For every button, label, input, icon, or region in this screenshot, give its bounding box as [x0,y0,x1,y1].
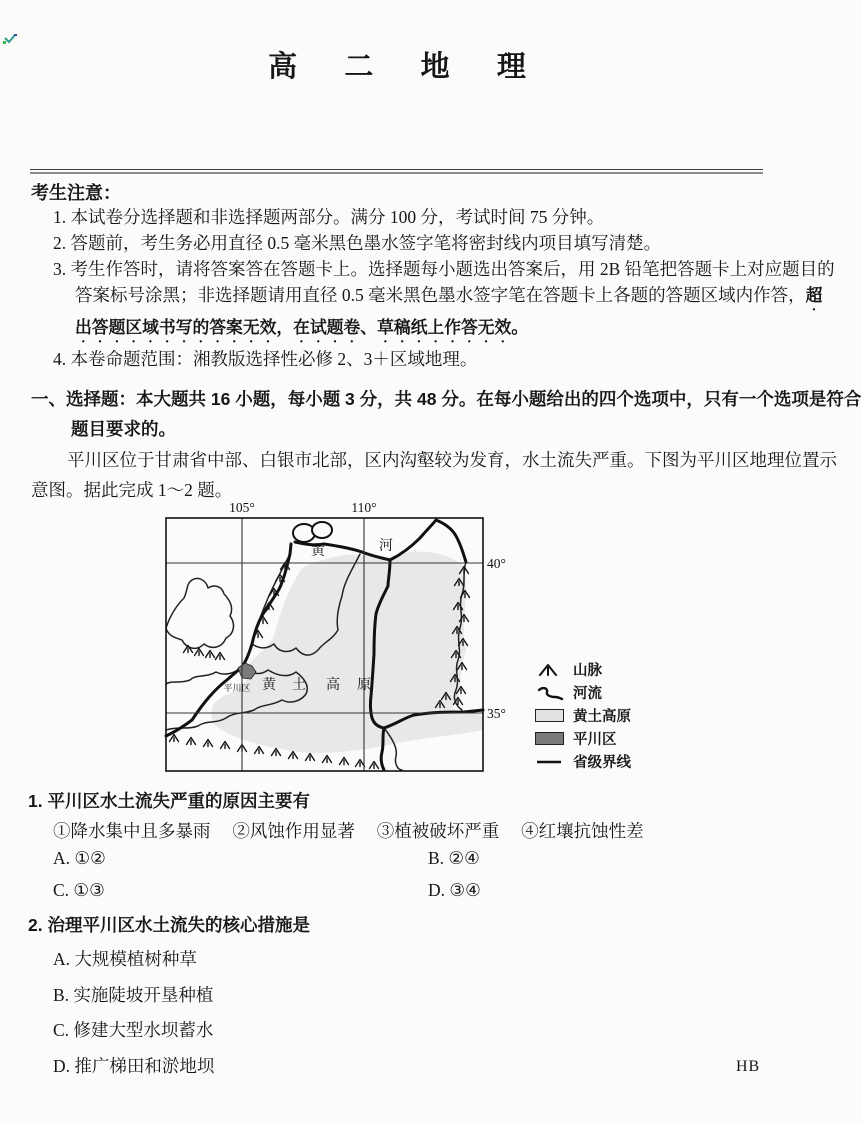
lon-label-105: 105° [229,500,255,515]
page-footer-mark: HB [736,1058,761,1075]
legend-label: 河流 [573,686,602,702]
question-1-stem: 1. 平川区水土流失严重的原因主要有 [28,791,310,811]
notice-item-3-line-3 [53,314,769,346]
section-heading-line-2: 题目要求的。 [71,419,176,439]
section-heading-line-1: 一、选择题：本大题共 16 小题，每小题 3 分，共 48 分。在每小题给出的四个选项中，只有一个选项是符合 [31,389,861,409]
question-2-stem: 2. 治理平川区水土流失的核心措施是 [28,915,310,935]
legend-row-province-boundary [533,750,631,773]
notice-item-3-line-1: 3. 考生作答时，请将答案答在答题卡上。选择题每小题选出答案后，用 2B 铅笔把答题卡上对应题目的 [53,259,835,279]
notice-item-3-emphasis-start: 超 [805,286,823,305]
river-name-char-1: 黄 [311,544,325,559]
northwest-mountain-chain [184,646,225,660]
map-figure [0,498,794,788]
notice-item-3-line-2 [53,282,823,314]
plateau-name-char-2: 土 [292,678,306,693]
passage-line-2: 意图。据此完成 1～2 题。 [31,480,233,500]
legend-label: 平川区 [573,732,617,748]
notice-item-3-line-2-text: 答案标号涂黑；非选择题请用直径 0.5 毫米黑色墨水签字笔在答题卡上各题的答题区域内作答， [75,285,806,305]
legend-row-pingchuan [533,727,631,750]
question-1-option-b: B. ②④ [428,848,480,868]
notice-item-1: 1. 本试卷分选择题和非选择题两部分。满分 100 分，考试时间 75 分钟。 [53,207,605,227]
question-1-option-d: D. ③④ [428,880,481,900]
question-2-option-a: A. 大规模植树种草 [53,949,197,969]
river-lakes [293,522,332,542]
header-divider [30,169,763,174]
legend-label: 省级界线 [573,755,631,771]
question-2-option-d: D. 推广梯田和淤地坝 [53,1056,215,1076]
question-2-option-c: C. 修建大型水坝蓄水 [53,1020,214,1040]
page-title: 高 二 地 理 [268,51,546,83]
river-name-char-2: 河 [379,539,393,554]
plateau-name-char-1: 黄 [262,678,276,693]
location-map [152,498,514,788]
lat-label-35: 35° [487,706,506,721]
pingchuan-district-label: 平川区 [223,683,251,693]
notice-heading: 考生注意： [31,183,121,203]
loess-plateau-region [211,552,483,753]
question-1-option-c: C. ①③ [53,880,105,900]
river-icon [533,685,565,701]
pingchuan-swatch [533,732,565,745]
legend-label: 山脉 [573,663,602,679]
legend-row-loess-plateau [533,704,631,727]
lat-label-40: 40° [487,556,506,571]
question-1-choices: ①降水集中且多暴雨 ②风蚀作用显著 ③植被破坏严重 ④红壤抗蚀性差 [53,821,644,841]
legend-row-river [533,681,631,704]
question-2-option-b: B. 实施陡坡开垦种植 [53,985,214,1005]
lon-label-110: 110° [351,500,377,515]
passage-line-1: 平川区位于甘肃省中部、白银市北部，区内沟壑较为发育，水土流失严重。下图为平川区地理位置示 [67,450,837,470]
map-legend [533,658,631,773]
province-boundary-icon [533,754,565,770]
notice-item-4: 4. 本卷命题范围：湘教版选择性必修 2、3＋区域地理。 [53,349,478,369]
mountain-icon [533,662,565,678]
plateau-name-char-3: 高 [326,678,340,693]
legend-row-mountain [533,658,631,681]
question-1-option-a: A. ①② [53,848,106,868]
loess-plateau-swatch [533,709,565,722]
plateau-name-char-4: 原 [357,678,371,693]
notice-item-3-emphasis-text: 出答题区域书写的答案无效，在试题卷、草稿纸上作答无效。 [75,318,529,337]
notice-section [53,204,835,372]
notice-item-2: 2. 答题前，考生务必用直径 0.5 毫米黑色墨水签字笔将密封线内项目填写清楚。 [53,233,662,253]
legend-label: 黄土高原 [573,709,631,725]
